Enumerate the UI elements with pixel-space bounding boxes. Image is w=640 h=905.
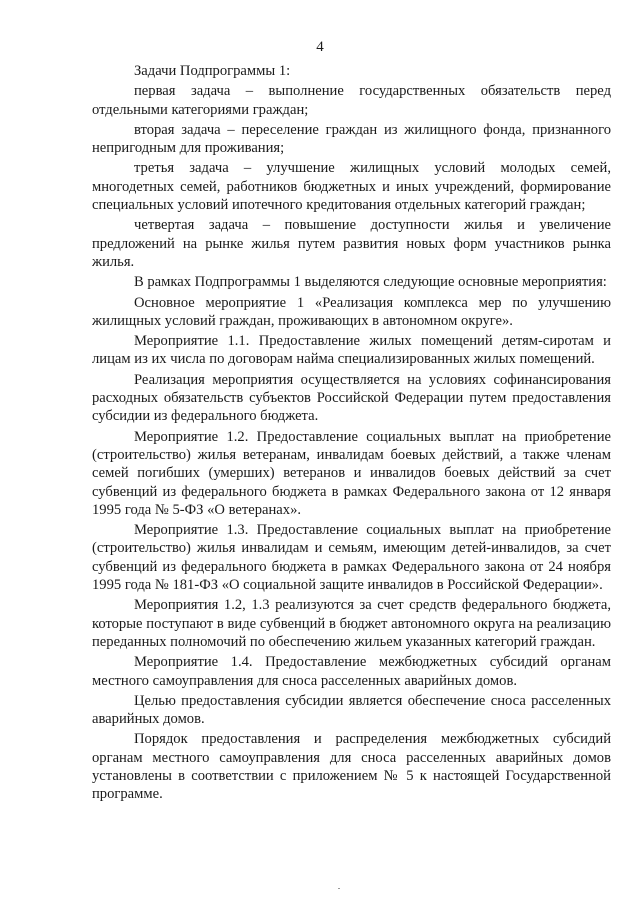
paragraph: Основное мероприятие 1 «Реализация комплекса мер по улучшению жилищных условий граждан, проживающих в автономном округе».: [92, 294, 611, 329]
paragraph: Задачи Подпрограммы 1:: [134, 63, 291, 79]
paragraph: вторая задача – переселение граждан из жилищного фонда, признанного непригодным для проживания;: [92, 121, 611, 157]
scan-artifact: [338, 888, 340, 889]
paragraph: Мероприятие 1.2. Предоставление социальных выплат на приобретение (строительство) жилья ветеранам, инвалидам боевых действий, а также членам семей погибших (умерших) ветеранов и инвалидов боевых действий за счет субвенций из федерального бюджета в рамках Федерального закона от 12 января 1995 года № 5-ФЗ «О ветеранах».: [92, 428, 611, 518]
paragraph: Мероприятия 1.2, 1.3 реализуются за счет средств федерального бюджета, которые поступают в виде субвенций в бюджет автономного округа на реализацию переданных полномочий по обеспечению жильем указанных категорий граждан.: [92, 597, 611, 650]
paragraph: Мероприятие 1.4. Предоставление межбюджетных субсидий органам местного самоуправления для сноса расселенных аварийных домов.: [92, 654, 611, 689]
paragraph: Мероприятие 1.3. Предоставление социальных выплат на приобретение (строительство) жилья инвалидам и семьям, имеющим детей-инвалидов, за счет субвенций из федерального бюджета в рамках Федерального закона от 24 ноября 1995 года № 181-ФЗ «О социальной защите инвалидов в Российской Федерации».: [92, 522, 611, 594]
paragraph: В рамках Подпрограммы 1 выделяются следующие основные мероприятия:: [134, 274, 607, 291]
paragraph: Реализация мероприятия осуществляется на условиях софинансирования расходных обязательств субъектов Российской Федерации путем предоставления субсидии из федерального бюджета.: [92, 371, 611, 425]
paragraph: первая задача – выполнение государственных обязательств перед отдельными категориями граждан;: [92, 83, 611, 118]
paragraph: четвертая задача – повышение доступности жилья и увеличение предложений на рынке жилья путем развития новых форм участников рынка жилья.: [92, 217, 611, 270]
paragraph: Порядок предоставления и распределения межбюджетных субсидий органам местного самоуправления для сноса расселенных аварийных домов установлены в соответствии с приложением № 5 к настоящей Государственной программе.: [92, 731, 611, 803]
paragraph: Целью предоставления субсидии является обеспечение сноса расселенных аварийных домов.: [92, 692, 611, 728]
paragraph: третья задача – улучшение жилищных условий молодых семей, многодетных семей, работников бюджетных и иных учреждений, формирование специальных условий ипотечного кредитования отдельных категорий граждан;: [92, 160, 611, 214]
page-number: 4: [316, 39, 324, 55]
paragraph: Мероприятие 1.1. Предоставление жилых помещений детям-сиротам и лицам из их числа по договорам найма специализированных жилых помещений.: [92, 333, 611, 368]
document-body: [92, 62, 611, 806]
